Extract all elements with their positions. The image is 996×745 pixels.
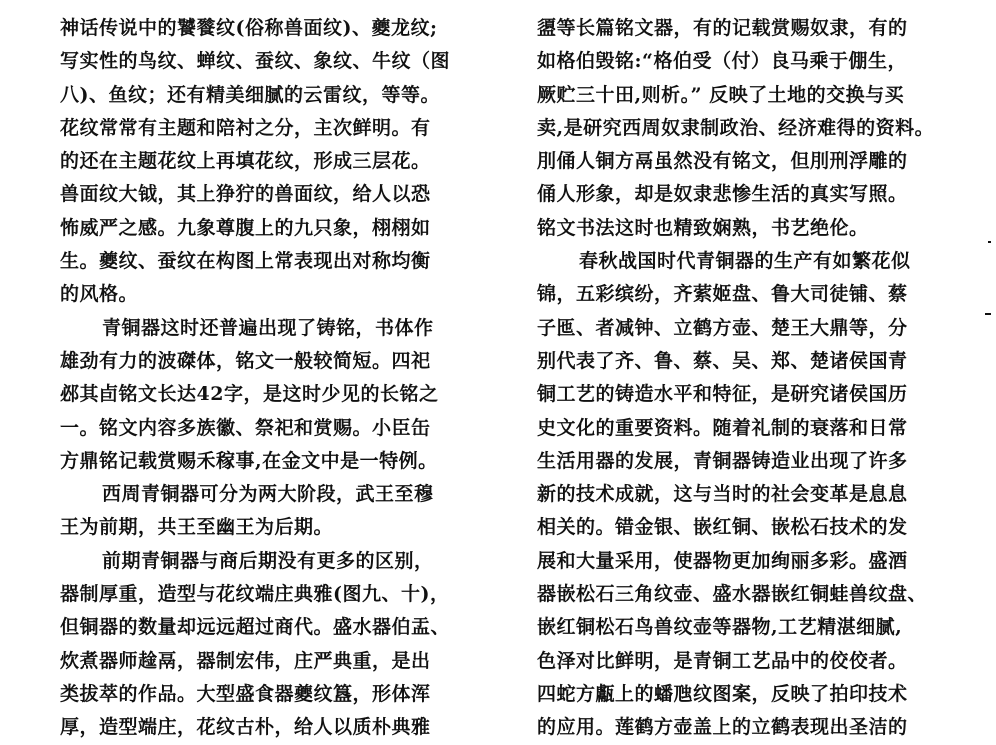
text-line: 八)、鱼纹；还有精美细腻的云雷纹，等等。 (60, 83, 440, 106)
text-line: 炊煮器师趛鬲，器制宏伟，庄严典重，是出 (60, 649, 431, 672)
text-line: 嵌红铜松石鸟兽纹壶等器物,工艺精湛细腻, (537, 616, 903, 639)
text-line: 俑人形象，却是奴隶悲惨生活的真实写照。 (537, 183, 908, 206)
text-line: 展和大量采用，使器物更加绚丽多彩。盛酒 (537, 549, 908, 572)
text-line: 王为前期，共王至幽王为后期。 (60, 516, 334, 539)
text-line: 的风格。 (60, 283, 139, 306)
text-line: 史文化的重要资料。随着礼制的衰落和日常 (537, 416, 908, 439)
text-line: 的应用。莲鹤方壶盖上的立鹤表现出圣洁的 (537, 716, 908, 739)
right-text-column (537, 12, 949, 745)
scan-speck (985, 313, 991, 315)
text-line: 写实性的鸟纹、蝉纹、蚕纹、象纹、牛纹（图 (60, 50, 451, 73)
text-line: 前期青铜器与商后期没有更多的区别， (102, 549, 434, 572)
text-line: 青铜器这时还普遍出现了铸铭，书体作 (102, 316, 434, 339)
text-line: 器嵌松石三角纹壶、盛水器嵌红铜蛙兽纹盘、 (537, 583, 928, 606)
text-line: 锦，五彩缤纷，齐萦姬盘、鲁大司徒铺、蔡 (537, 283, 908, 306)
text-line: 新的技术成就，这与当时的社会变革是息息 (537, 483, 908, 506)
text-line: 相关的。错金银、嵌红铜、嵌松石技术的发 (537, 516, 908, 539)
text-line: 类拔萃的作品。大型盛食器夔纹簋，形体浑 (60, 682, 431, 705)
text-line: 刖俑人铜方鬲虽然没有铭文，但刖刑浮雕的 (537, 150, 908, 173)
text-line: 雄劲有力的波磔体，铭文一般较简短。四祀 (60, 349, 431, 372)
text-line: 兽面纹大钺，其上狰狞的兽面纹，给人以恐 (60, 183, 431, 206)
text-line: 铜工艺的铸造水平和特征，是研究诸侯国历 (537, 383, 908, 406)
text-line: 生活用器的发展，青铜器铸造业出现了许多 (537, 449, 908, 472)
text-line: 盨等长篇铭文器，有的记载赏赐奴隶，有的 (537, 17, 908, 39)
text-line: 如格伯毁铭:“格伯受（付）良马乘于倗生， (537, 50, 907, 73)
text-line: 卖,是研究西周奴隶制政治、经济难得的资料。 (537, 116, 935, 139)
text-line: 一。铭文内容多族徽、祭祀和赏赐。小臣缶 (60, 416, 431, 439)
text-line: 厥贮三十田,则析。” 反映了土地的交换与买 (537, 83, 905, 106)
text-line: 器制厚重，造型与花纹端庄典雅(图九、十)， (60, 583, 450, 606)
text-line: 的还在主题花纹上再填花纹，形成三层花。 (60, 150, 431, 173)
text-line: 子匜、者减钟、立鹤方壶、楚王大鼎等，分 (537, 316, 908, 339)
text-line: 春秋战国时代青铜器的生产有如繁花似 (579, 250, 911, 273)
text-line: 方鼎铭记载赏赐禾稼事,在金文中是一特例。 (60, 449, 438, 472)
scan-speck (988, 241, 991, 243)
text-line: 神话传说中的饕餮纹(俗称兽面纹)、夔龙纹; (60, 17, 438, 39)
text-line: 花纹常常有主题和陪衬之分，主次鲜明。有 (60, 116, 431, 139)
text-line: 邲其卣铭文长达42字，是这时少见的长铭之 (60, 383, 439, 406)
text-line: 色泽对比鲜明，是青铜工艺品中的佼佼者。 (537, 649, 908, 672)
text-line: 生。夔纹、蚕纹在构图上常表现出对称均衡 (60, 250, 431, 273)
text-line: 怖威严之感。九象尊腹上的九只象，栩栩如 (60, 216, 431, 239)
text-line: 但铜器的数量却远远超过商代。盛水器伯盂、 (60, 616, 451, 639)
text-line: 西周青铜器可分为两大阶段，武王至穆 (102, 483, 434, 506)
text-line: 别代表了齐、鲁、蔡、吴、郑、楚诸侯国青 (537, 349, 908, 372)
text-line: 厚，造型端庄，花纹古朴，给人以质朴典雅 (60, 716, 431, 739)
left-text-column (60, 12, 472, 745)
text-line: 铭文书法这时也精致娴熟，书艺绝伦。 (537, 216, 869, 239)
text-line: 四蛇方甗上的蟠虺纹图案，反映了拍印技术 (537, 682, 908, 705)
